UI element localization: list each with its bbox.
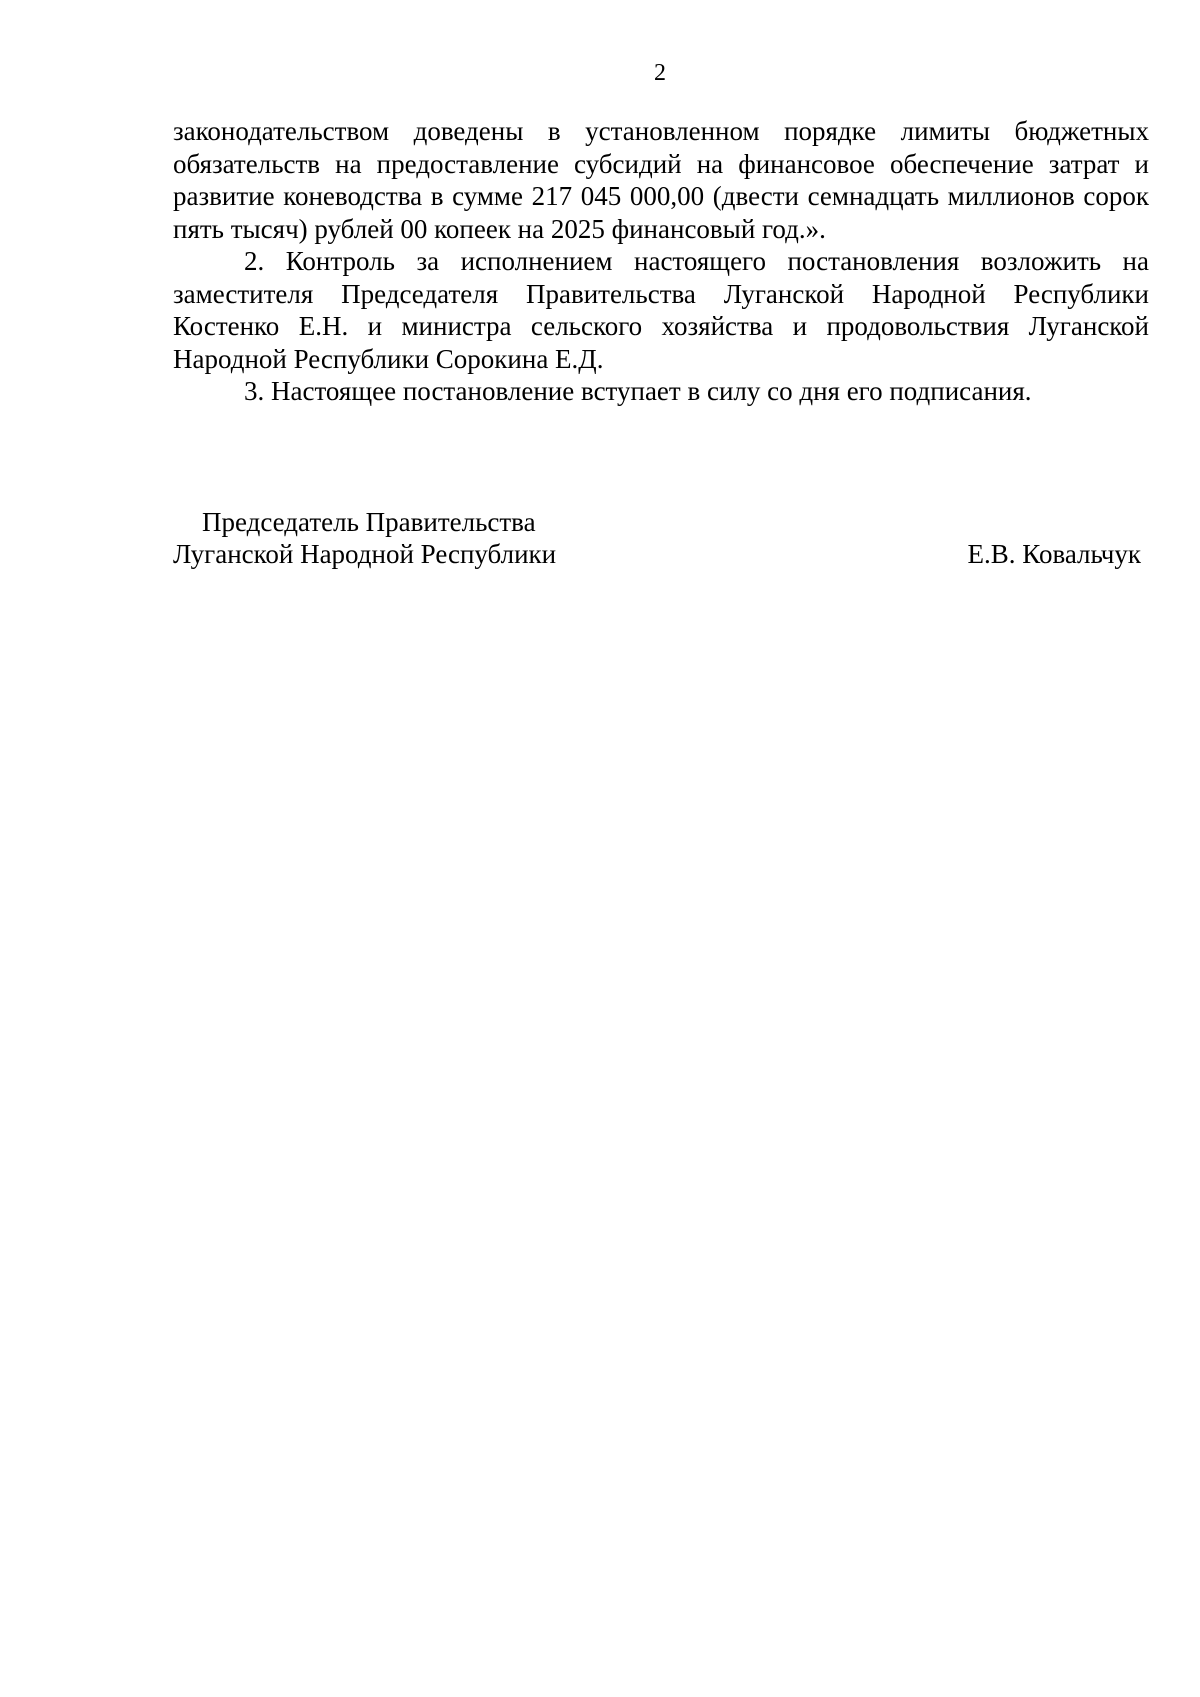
signature-block — [173, 506, 1149, 570]
signature-row — [173, 538, 1149, 570]
page-number: 2 — [654, 60, 666, 86]
paragraph-continuation: законодательством доведены в установленном порядке лимиты бюджетных обязательств на предоставление субсидий на финансовое обеспечение затрат и развитие коневодства в сумме 217 045 000,00 (двести семнадцать миллионов сорок пять тысяч) рублей 00 копеек на 2025 финансовый год.». — [173, 116, 1149, 244]
signatory-name: Е.В. Ковальчук — [967, 539, 1141, 569]
signatory-title-line1: Председатель Правительства — [202, 507, 536, 537]
paragraph-effective-date: 3. Настоящее постановление вступает в силу со дня его подписания. — [244, 376, 1032, 406]
signatory-title-line2: Луганской Народной Республики — [173, 539, 557, 569]
paragraph-control-clause: 2. Контроль за исполнением настоящего постановления возложить на заместителя Председателя Правительства Луганской Народной Республики Костенко Е.Н. и министра сельского хозяйства и продовольствия Луганской Народной Республики Сорокина Е.Д. — [173, 246, 1149, 374]
document-body — [173, 115, 1149, 408]
